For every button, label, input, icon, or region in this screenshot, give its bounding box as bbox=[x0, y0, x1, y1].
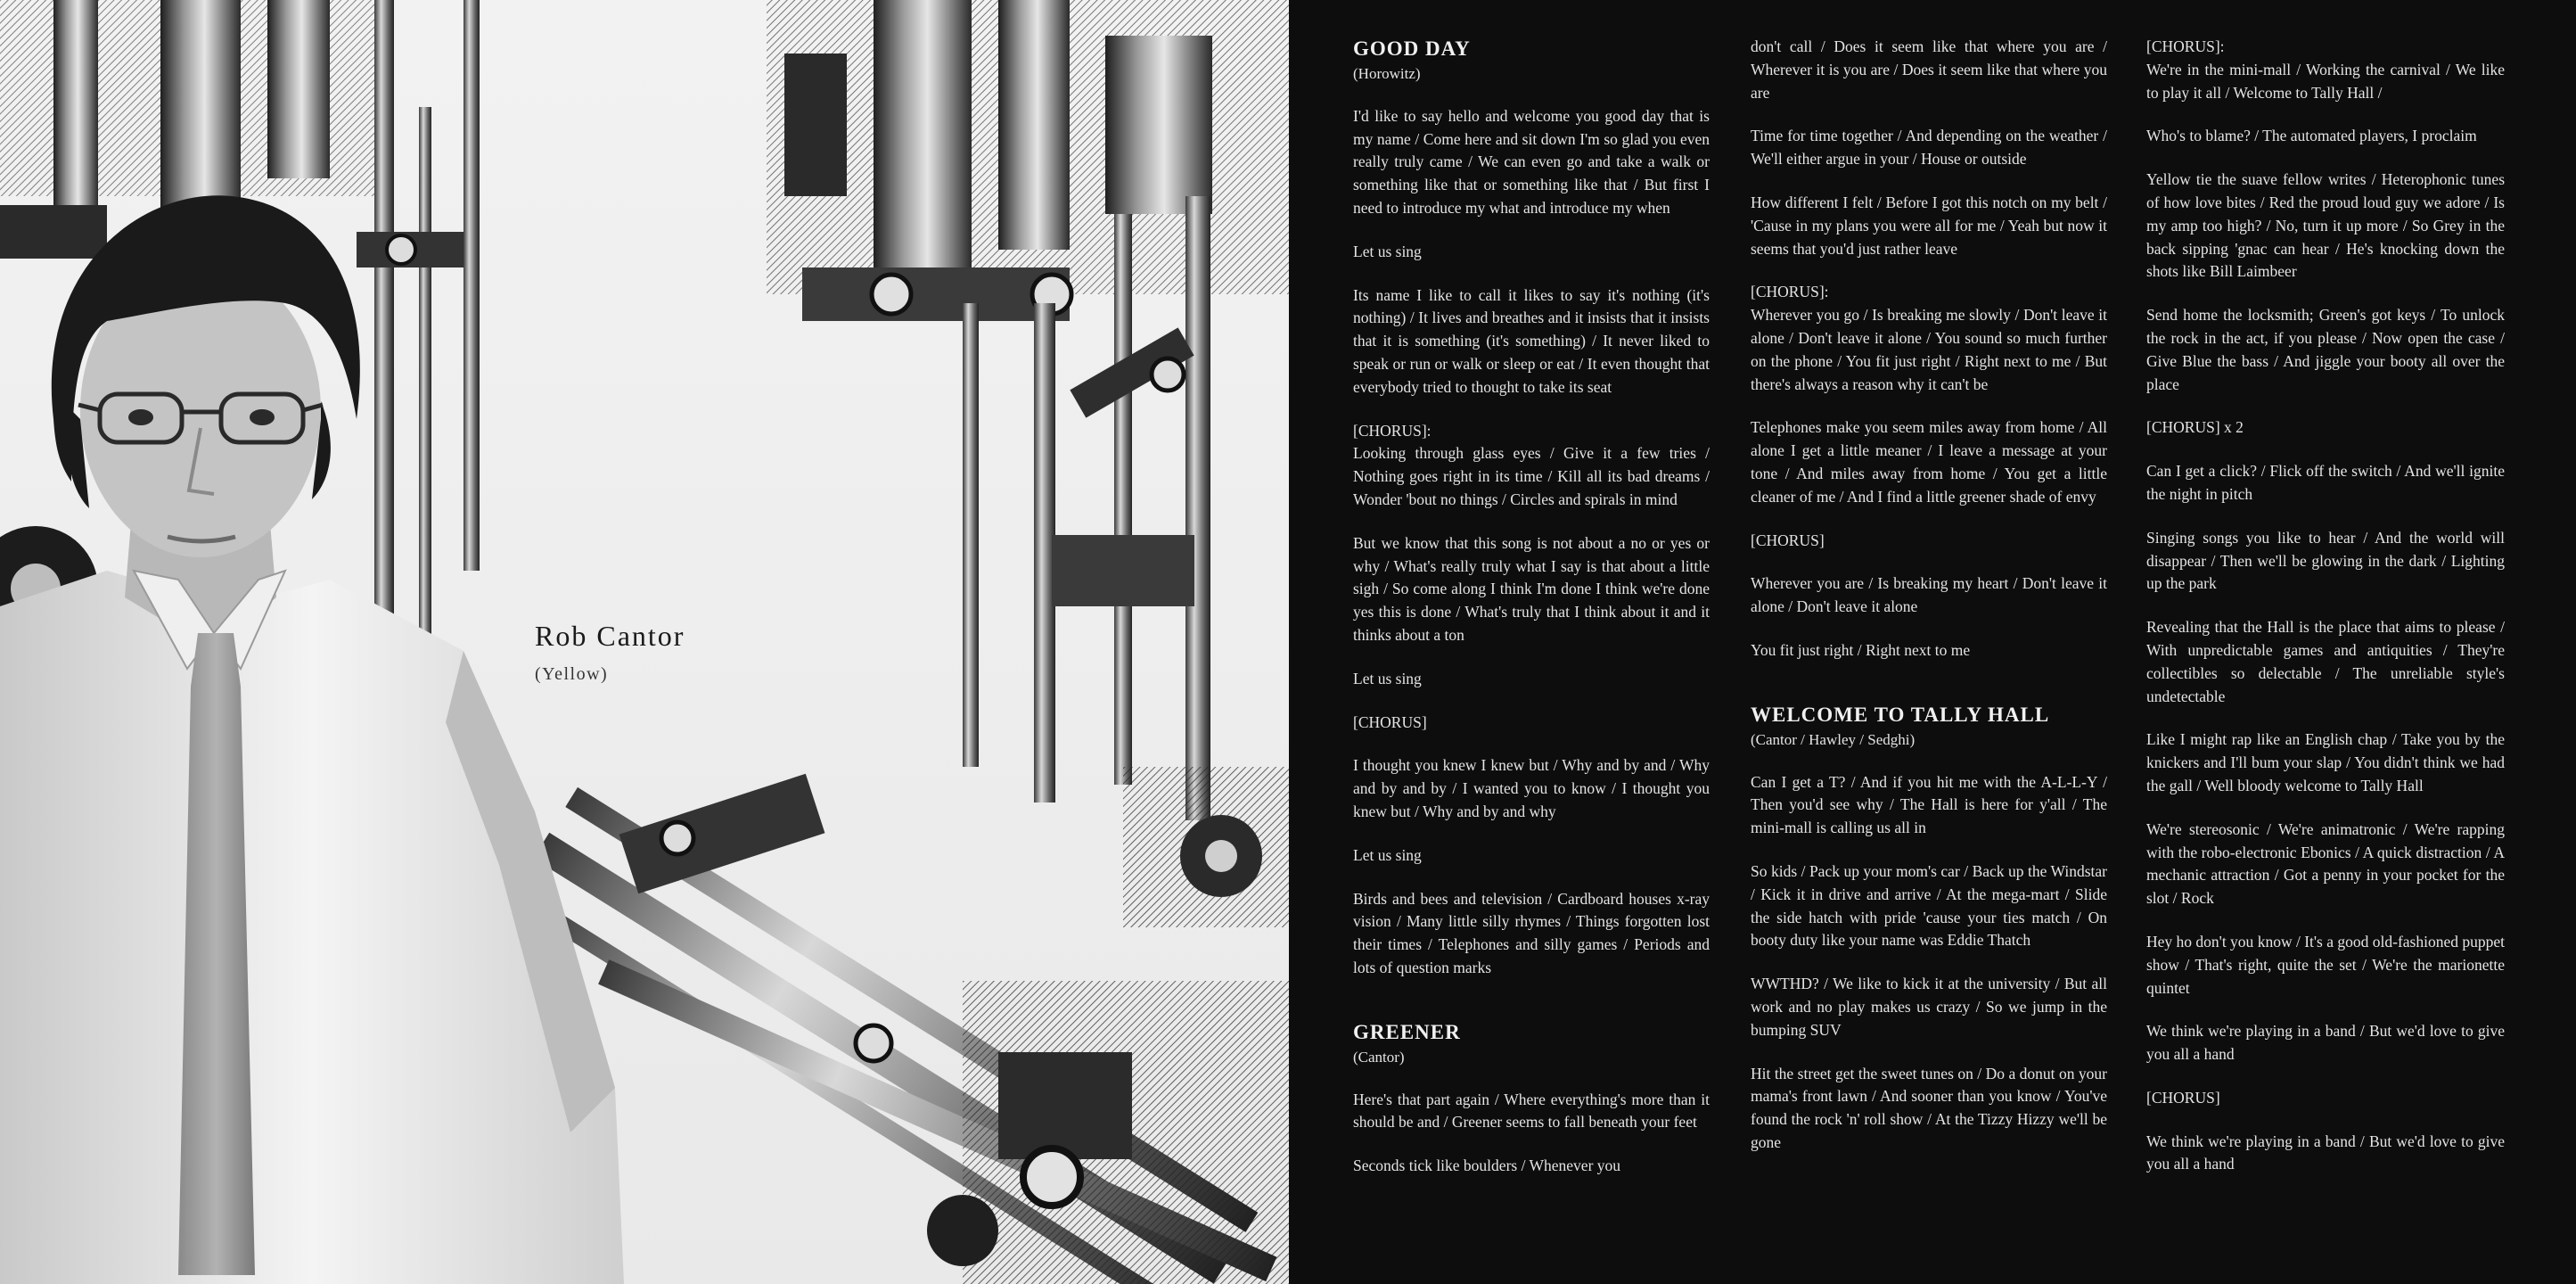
song-heading bbox=[1353, 36, 1710, 86]
lyric-stanza: Wherever you are / Is breaking my heart / Don't leave it alone / Don't leave it alone bbox=[1751, 574, 2107, 616]
lyric-stanza: But we know that this song is not about a no or yes or why / What's really truly what I say is that about a little sigh / So come along I think I'm done I think we're done yes this is done / What's truly that I think about it and it thinks about a ton bbox=[1353, 533, 1710, 644]
lyric-stanza: Send home the locksmith; Green's got keys / To unlock the rock in the act, if you please / Now open the case / Give Blue the bass / And jiggle your booty all over the place bbox=[2146, 306, 2505, 393]
song-credit: (Horowitz) bbox=[1353, 65, 1421, 82]
song-credit: (Cantor / Hawley / Sedghi) bbox=[1751, 730, 1916, 748]
lyric-stanza: I'd like to say hello and welcome you good day that is my name / Come here and sit down I'm so glad you even really truly came / We can even go and take a walk or something like that or something like that / But first I need to introduce my what and introduce my when bbox=[1353, 106, 1710, 217]
lyric-stanza: Let us sing bbox=[1353, 242, 1422, 260]
lyric-stanza: Its name I like to call it likes to say it's nothing (it's nothing) / It lives and breathes and it insists that it insists that it is something (it's something) / It never liked to speak or run or walk or sleep or eat / It even thought that everybody tried to thought to take its seat bbox=[1353, 285, 1710, 396]
lyric-stanza: So kids / Pack up your mom's car / Back up the Windstar / Kick it in drive and arrive / At the mega-mart / Slide the side hatch with pride 'cause your ties match / On booty duty like your name was Eddie Thatch bbox=[1751, 861, 2107, 950]
lyric-stanza: Who's to blame? / The automated players, I proclaim bbox=[2146, 127, 2477, 145]
lyric-stanza: I thought you knew I knew but / Why and by and / Why and by and by / I wanted you to know / I thought you knew but / Why and by and why bbox=[1353, 756, 1710, 820]
lyric-stanza: Can I get a click? / Flick off the switch / And we'll ignite the night in pitch bbox=[2146, 462, 2505, 503]
caption-member-color: (Yellow) bbox=[535, 664, 609, 684]
lyrics-column-3 bbox=[2146, 36, 2505, 1197]
song-title: WELCOME TO TALLY HALL bbox=[1751, 703, 2050, 726]
lyric-stanza: Hey ho don't you know / It's a good old-fashioned puppet show / That's right, quite the set / We're the marionette quintet bbox=[2146, 932, 2505, 997]
caption-member-name: Rob Cantor bbox=[535, 620, 685, 652]
lyric-stanza: Hit the street get the sweet tunes on / Do a donut on your mama's front lawn / And sooner than you know / You've found the rock 'n' roll show / At the Tizzy Hizzy we'll be gone bbox=[1751, 1064, 2107, 1151]
lyric-stanza: [CHORUS] bbox=[1751, 531, 1825, 549]
lyric-stanza: Revealing that the Hall is the place that aims to please / With unpredictable games and antiquities / They're collectibles so delectable / The unreliable style's undetectable bbox=[2146, 618, 2505, 705]
song-title: GREENER bbox=[1353, 1020, 1461, 1043]
lyric-stanza: Like I might rap like an English chap / Take you by the knickers and I'll bum your slap / You didn't think we had the gall / Well bloody welcome to Tally Hall bbox=[2146, 730, 2505, 794]
lyric-stanza: You fit just right / Right next to me bbox=[1751, 640, 1971, 659]
lyric-stanza: Birds and bees and television / Cardboard houses x-ray vision / Many little silly rhymes / Things forgotten lost their times / Telephones and silly games / Periods and lots of question marks bbox=[1353, 889, 1710, 976]
lyric-stanza: We think we're playing in a band / But we'd love to give you all a hand bbox=[2146, 1132, 2505, 1173]
lyric-stanza: Telephones make you seem miles away from home / All alone I get a little meaner / I leave a message at your tone / And miles away from home / You get a little cleaner of me / And I find a little greener shade of envy bbox=[1751, 418, 2107, 506]
band-member-portrait bbox=[0, 187, 642, 1284]
lyrics-column-1 bbox=[1353, 36, 1710, 1198]
lyric-stanza: Seconds tick like boulders / Whenever you bbox=[1353, 1156, 1621, 1175]
lyric-stanza: [CHORUS]: bbox=[1353, 421, 1432, 440]
lyric-stanza: We're stereosonic / We're animatronic / We're rapping with the robo-electronic Ebonics / A quick distraction / A mechanic attraction / Got a penny in your pocket for the slot / Rock bbox=[2146, 819, 2505, 908]
lyrics-column-2 bbox=[1751, 36, 2107, 1175]
lyric-stanza: [CHORUS] bbox=[2146, 1088, 2220, 1107]
lyric-stanza: Singing songs you like to hear / And the world will disappear / Then we'll be glowing in the dark / Lighting up the park bbox=[2146, 528, 2505, 593]
song-heading bbox=[1751, 702, 2107, 752]
lyric-stanza: [CHORUS]: bbox=[1751, 283, 1829, 301]
lyric-stanza: [CHORUS] bbox=[1353, 712, 1427, 731]
lyrics-page bbox=[1289, 0, 2576, 1284]
lyric-stanza: Can I get a T? / And if you hit me with the A-L-L-Y / Then you'd see why / The Hall is here for y'all / The mini-mall is calling us all in bbox=[1751, 772, 2107, 837]
lyric-stanza: Let us sing bbox=[1353, 669, 1422, 687]
lyric-stanza: [CHORUS]: bbox=[2146, 37, 2225, 55]
lyric-stanza: Here's that part again / Where everything's more than it should be and / Greener seems to fall beneath your feet bbox=[1353, 1090, 1710, 1132]
lyric-stanza: We think we're playing in a band / But we'd love to give you all a hand bbox=[2146, 1022, 2505, 1064]
song-heading bbox=[1353, 1019, 1710, 1069]
lyric-stanza: Time for time together / And depending on the weather / We'll either argue in your / House or outside bbox=[1751, 127, 2107, 169]
lyric-stanza: [CHORUS] x 2 bbox=[2146, 418, 2244, 437]
lyric-stanza: don't call / Does it seem like that where you are / Wherever it is you are / Does it seem like that where you are bbox=[1751, 37, 2107, 102]
lyric-stanza: We're in the mini-mall / Working the carnival / We like to play it all / Welcome to Tally Hall / bbox=[2146, 60, 2505, 102]
song-title: GOOD DAY bbox=[1353, 37, 1471, 60]
lyric-stanza: Wherever you go / Is breaking me slowly / Don't leave it alone / Don't leave it alone / You sound so much further on the phone / You fit just right / Right next to me / But there's always a reason why it can't be bbox=[1751, 306, 2107, 393]
lyric-stanza: Looking through glass eyes / Give it a few tries / Nothing goes right in its time / Kill all its bad dreams / Wonder 'bout no things / Circles and spirals in mind bbox=[1353, 444, 1710, 508]
lyric-stanza: Yellow tie the suave fellow writes / Heterophonic tunes of how love bites / Red the proud loud guy we adore / Is my amp too high? / No, turn it up more / So Grey in the back sipping 'gnac can hear / He's knocking down the shots like Bill Laimbeer bbox=[2146, 170, 2505, 281]
lyric-stanza: WWTHD? / We like to kick it at the university / But all work and no play makes us crazy / So we jump in the bumping SUV bbox=[1751, 975, 2107, 1039]
song-credit: (Cantor) bbox=[1353, 1048, 1405, 1066]
lyric-stanza: How different I felt / Before I got this notch on my belt / 'Cause in my plans you were all for me / Yeah but now it seems that you'd just rather leave bbox=[1751, 193, 2107, 258]
lyric-stanza: Let us sing bbox=[1353, 845, 1422, 864]
